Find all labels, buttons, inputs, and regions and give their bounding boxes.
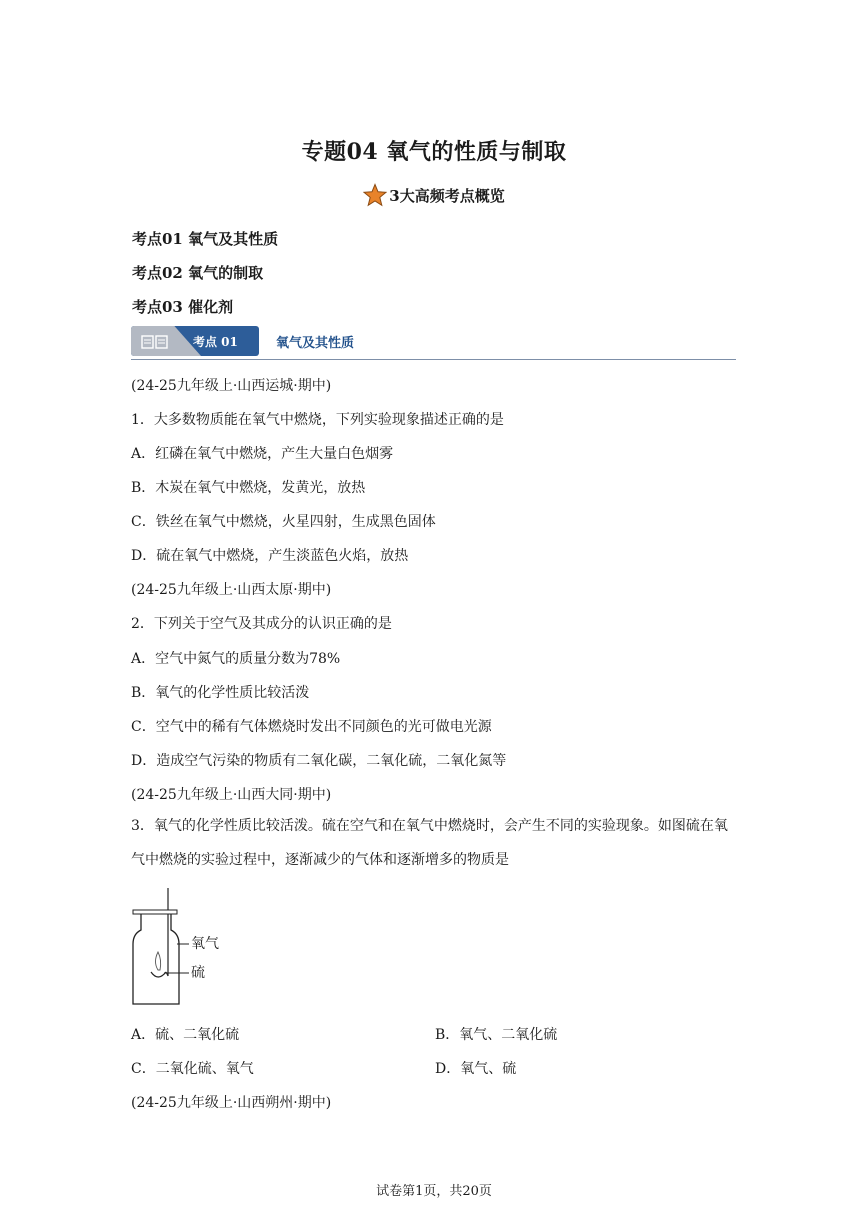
q3-option-d: D．氧气、硫 bbox=[435, 1061, 517, 1077]
section-tag: 考点 01 bbox=[193, 335, 238, 349]
section-header bbox=[131, 326, 736, 360]
q3-source: (24-25九年级上·山西大同·期中) bbox=[131, 787, 332, 803]
overview-heading-text: 3大高频考点概览 bbox=[389, 187, 505, 205]
q1-stem: 1．大多数物质能在氧气中燃烧，下列实验现象描述正确的是 bbox=[131, 412, 504, 428]
page-footer: 试卷第1页，共20页 bbox=[376, 1184, 492, 1199]
q2-option-b: B．氧气的化学性质比较活泼 bbox=[131, 685, 310, 701]
section-divider bbox=[131, 359, 736, 360]
q2-option-d: D．造成空气污染的物质有二氧化碳，二氧化硫，二氧化氮等 bbox=[131, 753, 507, 769]
q1-option-a: A．红磷在氧气中燃烧，产生大量白色烟雾 bbox=[131, 446, 394, 462]
q3-option-c: C．二氧化硫、氧气 bbox=[131, 1061, 254, 1077]
book-icon bbox=[141, 335, 169, 349]
overview-heading bbox=[0, 183, 868, 207]
page-title: 专题04 氧气的性质与制取 bbox=[301, 139, 567, 165]
star-icon bbox=[363, 183, 387, 207]
q1-option-d: D．硫在氧气中燃烧，产生淡蓝色火焰，放热 bbox=[131, 548, 409, 564]
q2-option-a: A．空气中氮气的质量分数为78% bbox=[131, 651, 341, 667]
q2-option-c: C．空气中的稀有气体燃烧时发出不同颜色的光可做电光源 bbox=[131, 719, 492, 735]
q1-option-c: C．铁丝在氧气中燃烧，火星四射，生成黑色固体 bbox=[131, 514, 436, 530]
q1-source: (24-25九年级上·山西运城·期中) bbox=[131, 378, 332, 394]
q3-option-a: A．硫、二氧化硫 bbox=[131, 1027, 240, 1043]
diagram-label-oxygen: 氧气 bbox=[191, 936, 219, 952]
overview-item-2: 考点02 氧气的制取 bbox=[132, 264, 264, 282]
q2-stem: 2．下列关于空气及其成分的认识正确的是 bbox=[131, 616, 392, 632]
diagram-label-sulfur: 硫 bbox=[191, 965, 205, 981]
section-title: 氧气及其性质 bbox=[276, 336, 355, 351]
q2-source: (24-25九年级上·山西太原·期中) bbox=[131, 582, 332, 598]
q3-option-b: B．氧气、二氧化硫 bbox=[435, 1027, 558, 1043]
q1-option-b: B．木炭在氧气中燃烧，发黄光，放热 bbox=[131, 480, 366, 496]
q4-source: (24-25九年级上·山西朔州·期中) bbox=[131, 1095, 332, 1111]
overview-item-1: 考点01 氧气及其性质 bbox=[132, 230, 279, 248]
q3-stem: 3．氧气的化学性质比较活泼。硫在空气和在氧气中燃烧时，会产生不同的实验现象。如图硫在氧气中燃烧的实验过程中，逐渐减少的气体和逐渐增多的物质是 bbox=[131, 818, 728, 868]
overview-item-3: 考点03 催化剂 bbox=[132, 298, 234, 316]
